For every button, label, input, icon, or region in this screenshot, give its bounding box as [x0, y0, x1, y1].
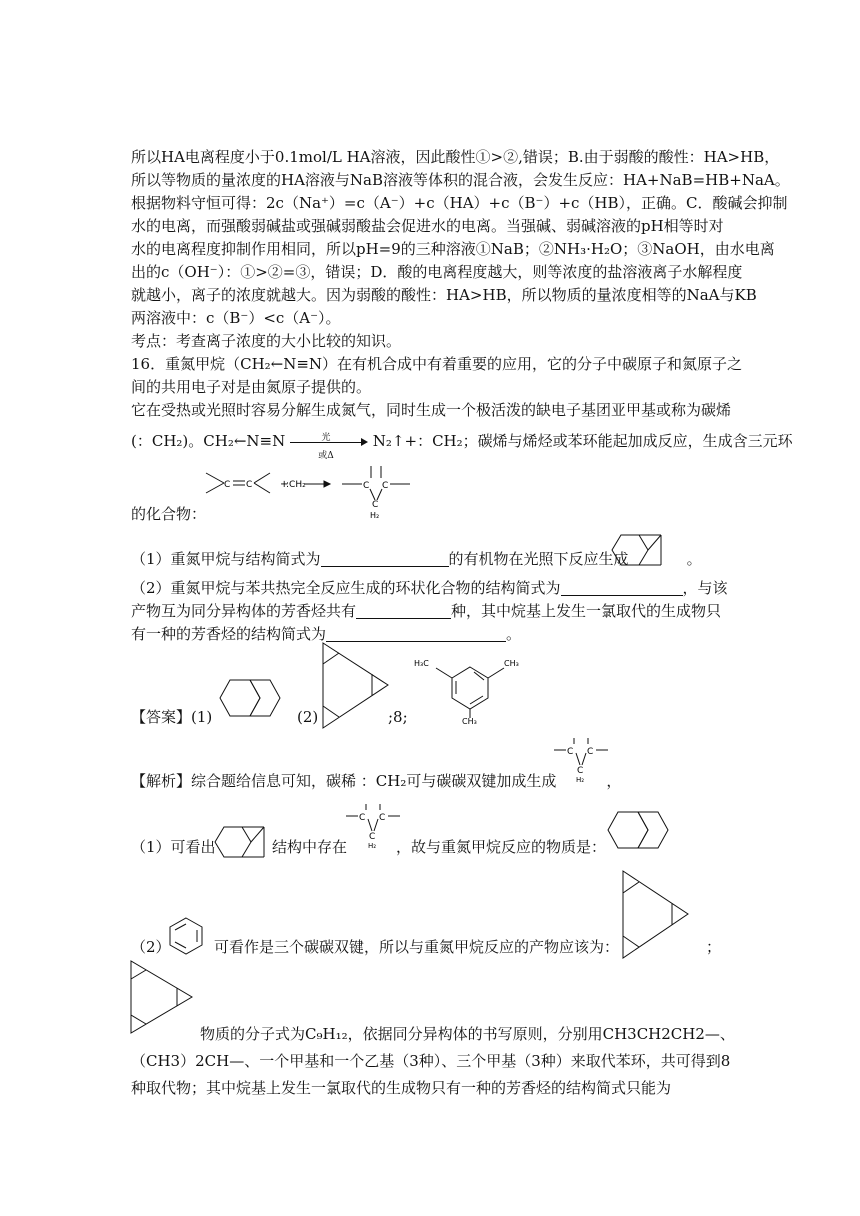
subquestion-text: 种，其中烷基上发生一氯取代的生成物只 — [451, 602, 722, 620]
plus-sign: + — [280, 479, 289, 490]
carbon-label: C — [246, 480, 253, 490]
text-line: 间的共用电子对是由氮原子提供的。 — [131, 378, 372, 396]
subquestion-2 — [131, 577, 731, 599]
answer-part-3: ;8; — [388, 708, 408, 726]
carbon-label: C — [587, 747, 594, 757]
explanation-text: 综合题给信息可知，碳稀 ：CH₂可与碳碳双键加成生成 — [191, 772, 557, 790]
carbon-label: C — [224, 480, 231, 490]
h2-label: H₂ — [370, 511, 380, 520]
text-line: 的化合物： — [131, 505, 207, 523]
text-line: 它在受热或光照时容易分解生成氮气，同时生成一个极活泼的缺电子基团亚甲基或称为碳烯 — [131, 401, 732, 419]
octahydronaphthalene-structure — [218, 676, 290, 722]
answer-blank[interactable] — [321, 550, 449, 567]
subquestion-text: 。 — [686, 550, 702, 568]
tris-cyclopropane-benzene-structure — [320, 640, 390, 732]
subquestion-text: ，与该 — [682, 579, 728, 597]
text-line: 所以HA电离程度小于0.1mol/L HA溶液，因此酸性①>②,错误；B.由于弱酸的酸性：HA>HB， — [131, 148, 780, 166]
text-line: 水的电离，而强酸弱碱盐或强碱弱酸盐会促进水的电离。当强碱、弱碱溶液的pH相等时对 — [131, 217, 724, 235]
arrow-condition-top: 光 — [321, 433, 331, 443]
carbon-label: C — [369, 832, 376, 842]
explanation-text: （2） — [131, 938, 171, 956]
explanation-text: ； — [706, 938, 722, 956]
carbon-label: C — [379, 813, 386, 823]
arrow-condition-bottom: 或Δ — [318, 451, 334, 461]
subquestion-text: 产物互为同分异构体的芳香烃共有 — [131, 602, 357, 620]
text-line — [131, 600, 731, 622]
subquestion-text: （2）重氮甲烷与苯共热完全反应生成的环状化合物的结构简式为 — [131, 579, 561, 597]
text-line: 考点：考查离子浓度的大小比较的知识。 — [131, 332, 402, 350]
explanation-text: 可看作是三个碳碳双键，所以与重氮甲烷反应的产物应该为： — [214, 938, 620, 956]
carbene-label: :CH₂ — [286, 480, 306, 490]
text-line — [131, 623, 731, 645]
explanation-text: 物质的分子式为C₉H₁₂，依据同分异构体的书写原则，分别用CH3CH2CH2—、 — [200, 1025, 735, 1043]
explanation-text: 结构中存在 — [272, 838, 348, 856]
methyl-label: H₃C — [414, 659, 429, 668]
carbon-label: C — [359, 813, 366, 823]
subquestion-text: 有一种的芳香烃的结构简式为 — [131, 625, 327, 643]
reaction-line — [131, 430, 793, 461]
tris-cyclopropane-benzene-structure — [620, 868, 690, 962]
reaction-reactant: (：CH₂)。CH₂←N≡N — [131, 432, 286, 450]
cyclopropane-fragment — [344, 804, 404, 852]
carbon-label: C — [382, 481, 389, 491]
explanation-text: ，故与重氮甲烷反应的物质是： — [396, 838, 607, 856]
h2-label: H₂ — [368, 842, 377, 850]
text-line: 根据物料守恒可得：2c（Na⁺）=c（A⁻）+c（HA）+c（B⁻）+c（HB），正确。C．酸碱会抑制 — [131, 194, 788, 212]
answer-part-1: (1) — [191, 708, 213, 726]
subquestion-text: 。 — [506, 625, 522, 643]
fused-bicyclic-structure — [609, 528, 667, 568]
fused-bicyclic-structure — [212, 822, 270, 862]
methyl-label: CH₃ — [462, 717, 477, 726]
answer-part-2: (2) — [297, 708, 319, 726]
tris-cyclopropane-benzene-structure — [128, 958, 198, 1036]
carbon-label: C — [567, 747, 574, 757]
mesitylene-structure — [410, 652, 530, 726]
subquestion-text: 的有机物在光照下反应生成 — [448, 550, 629, 568]
explanation-line — [131, 770, 731, 792]
question-16-title: 16．重氮甲烷（CH₂←N≡N）在有机合成中有着重要的应用，它的分子中碳原子和氮原子之 — [131, 355, 743, 373]
text-line: 两溶液中：c（B⁻）<c（A⁻）。 — [131, 309, 341, 327]
explanation-text: ， — [606, 772, 622, 790]
text-line: 水的电离程度抑制作用相同，所以pH=9的三种溶液①NaB；②NH₃·H₂O；③NaOH，由水电离 — [131, 240, 775, 258]
carbon-label: C — [372, 500, 379, 510]
reaction-products: N₂↑+：CH₂；碳烯与烯烃或苯环能起加成反应，生成含三元环 — [372, 432, 793, 450]
answer-blank[interactable] — [561, 579, 683, 596]
text-line: 所以等物质的量浓度的HA溶液与NaB溶液等体积的混合液，会发生反应：HA+NaB=HB+NaA。 — [131, 171, 790, 189]
answer-blank[interactable] — [356, 602, 451, 619]
answer-row — [131, 706, 212, 728]
octahydronaphthalene-structure — [606, 808, 686, 854]
cyclopropane-fragment — [552, 738, 612, 786]
carbon-label: C — [577, 766, 584, 776]
answer-label: 【答案】 — [131, 708, 192, 726]
explanation-text: 种取代物；其中烷基上发生一氯取代的生成物只有一种的芳香烃的结构简式只能为 — [131, 1079, 672, 1097]
text-line: 就越小，离子的浓度就越大。因为弱酸的酸性：HA>HB，所以物质的量浓度相等的NaA与KB — [131, 286, 757, 304]
subquestion-text: （1）重氮甲烷与结构简式为 — [131, 550, 321, 568]
explanation-text: （1）可看出 — [131, 838, 216, 856]
methyl-label: CH₃ — [504, 659, 519, 668]
reaction-arrow — [290, 433, 368, 461]
text-line: 出的c（OH⁻）：①>②=③，错误；D．酸的电离程度越大，则等浓度的盐溶液离子水解程度 — [131, 263, 743, 281]
benzene-structure — [166, 916, 206, 956]
carbon-label: C — [363, 481, 370, 491]
explanation-label: 【解析】 — [131, 772, 192, 790]
explanation-text: （CH3）2CH—、一个甲基和一个乙基（3种）、三个甲基（3种）来取代苯环，共可得到8 — [131, 1052, 731, 1070]
h2-label: H₂ — [576, 776, 585, 784]
